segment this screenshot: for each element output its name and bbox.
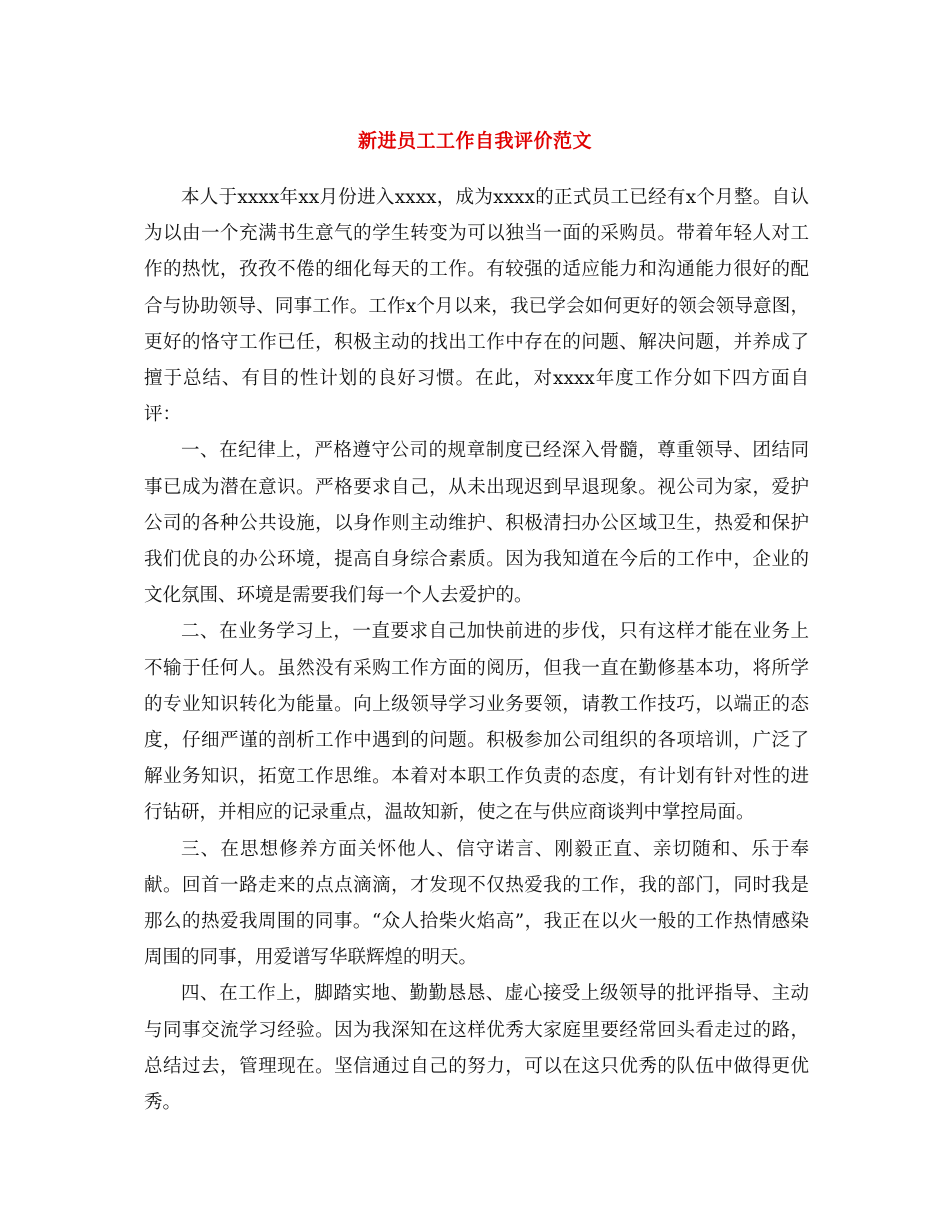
document-body — [144, 180, 809, 1121]
paragraph-ideology: 三、在思想修养方面关怀他人、信守诺言、刚毅正直、亲切随和、乐于奉献。回首一路走来的点点滴滴，才发现不仅热爱我的工作，我的部门，同时我是那么的热爱我周围的同事。“众人拾柴火焰高”，我正在以火一般的工作热情感染周围的同事，用爱谱写华联辉煌的明天。 — [144, 838, 809, 969]
paragraph-intro: 本人于xxxx年xx月份进入xxxx，成为xxxx的正式员工已经有x个月整。自认为以由一个充满书生意气的学生转变为可以独当一面的采购员。带着年轻人对工作的热忱，孜孜不倦的细化每天的工作。有较强的适应能力和沟通能力很好的配合与协助领导、同事工作。工作x个月以来，我已学会如何更好的领会领导意图，更好的恪守工作已任，积极主动的找出工作中存在的问题、解决问题，并养成了擅于总结、有目的性计划的良好习惯。在此，对xxxx年度工作分如下四方面自评： — [144, 187, 809, 426]
paragraph-discipline: 一、在纪律上，严格遵守公司的规章制度已经深入骨髓，尊重领导、团结同事已成为潜在意识。严格要求自己，从未出现迟到早退现象。视公司为家，爱护公司的各种公共设施，以身作则主动维护、积极清扫办公区域卫生，热爱和保护我们优良的办公环境，提高自身综合素质。因为我知道在今后的工作中，企业的文化氛围、环境是需要我们每一个人去爱护的。 — [144, 440, 809, 607]
paragraph-business-study: 二、在业务学习上，一直要求自己加快前进的步伐，只有这样才能在业务上不输于任何人。虽然没有采购工作方面的阅历，但我一直在勤修基本功，将所学的专业知识转化为能量。向上级领导学习业务要领，请教工作技巧，以端正的态度，仔细严谨的剖析工作中遇到的问题。积极参加公司组织的各项培训，广泛了解业务知识，拓宽工作思维。本着对本职工作负责的态度，有计划有针对性的进行钻研，并相应的记录重点，温故知新，使之在与供应商谈判中掌控局面。 — [144, 621, 809, 824]
document-title: 新进员工工作自我评价范文 — [357, 130, 592, 152]
paragraph-work: 四、在工作上，脚踏实地、勤勤恳恳、虚心接受上级领导的批评指导、主动与同事交流学习经验。因为我深知在这样优秀大家庭里要经常回头看走过的路，总结过去，管理现在。坚信通过自己的努力，可以在这只优秀的队伍中做得更优秀。 — [144, 983, 809, 1114]
